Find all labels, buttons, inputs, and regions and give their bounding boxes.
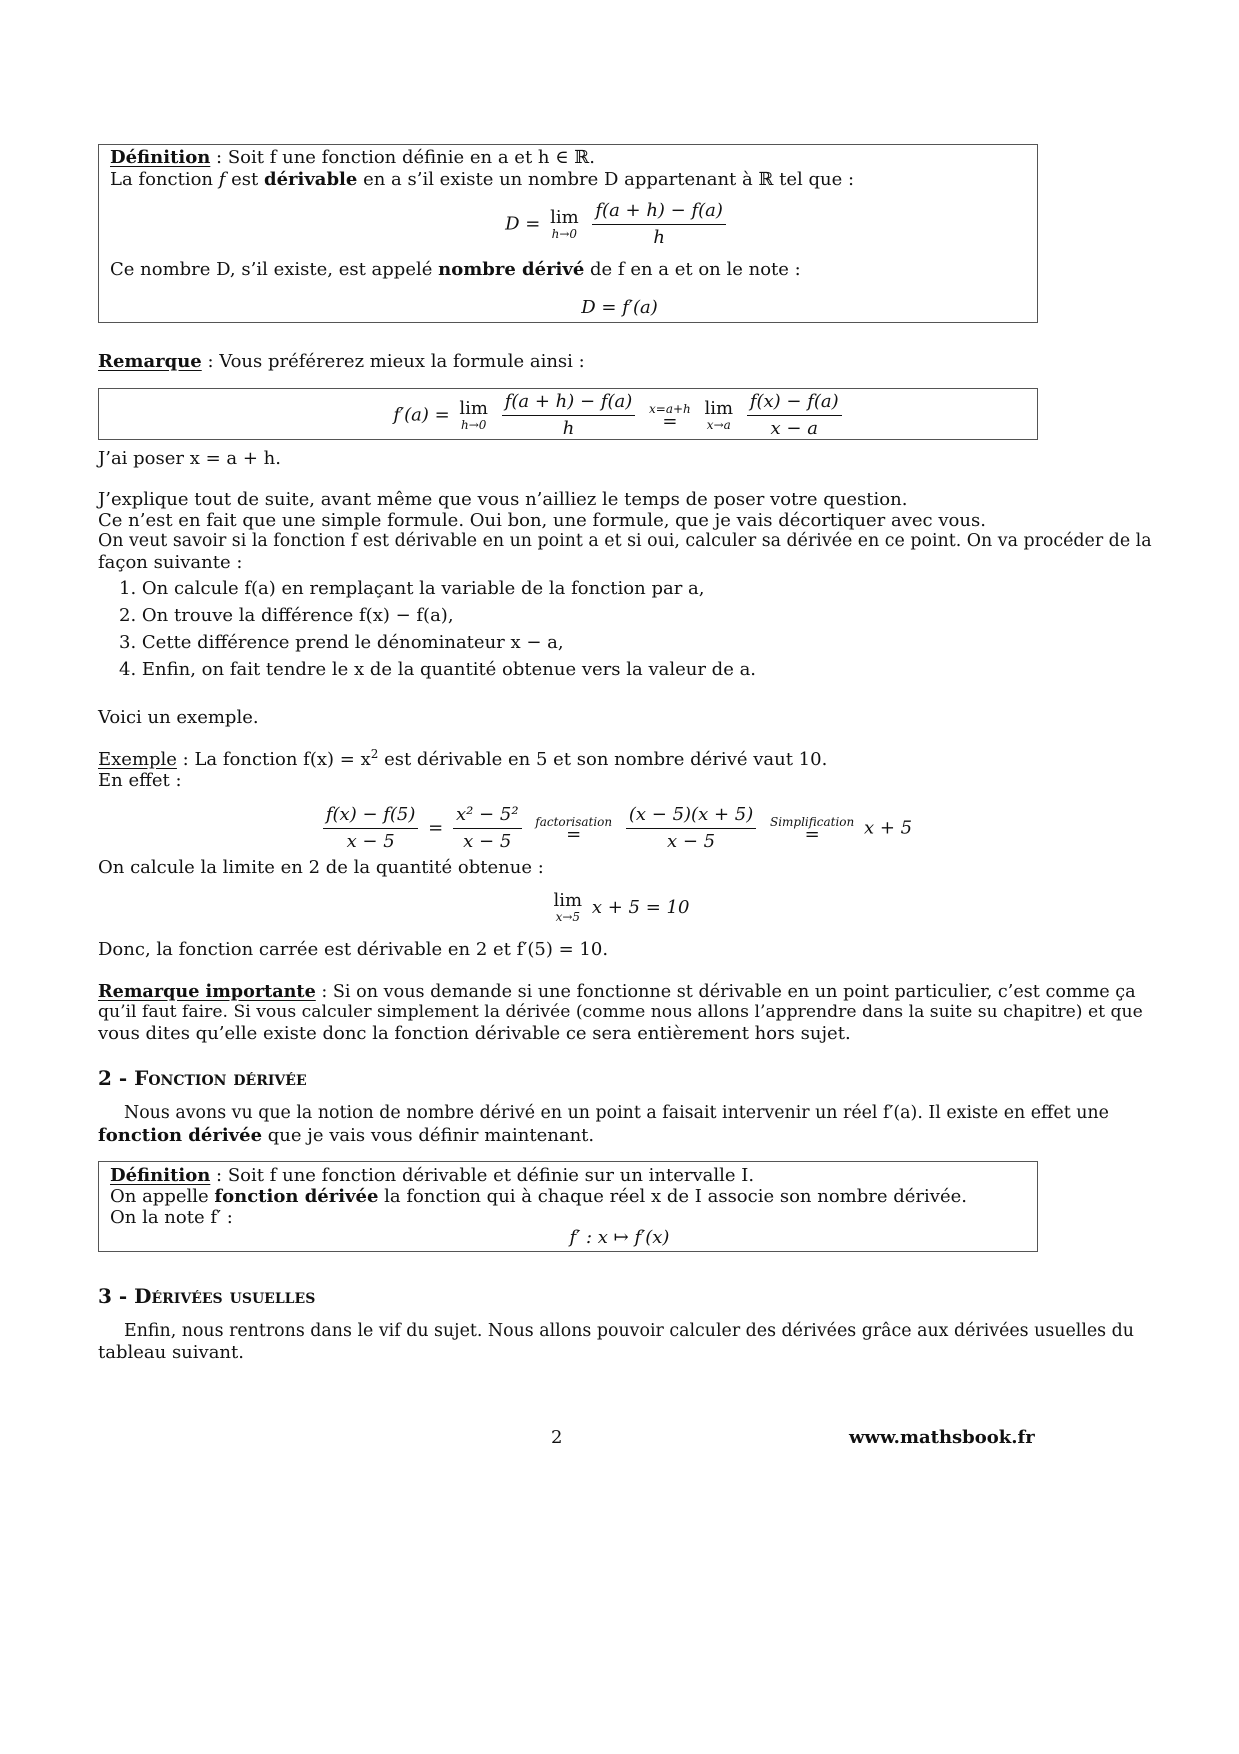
calc-limit-text: On calcule la limite en 2 de la quantité obtenue : xyxy=(98,857,544,878)
definition-label: Définition xyxy=(110,147,211,168)
list-item: 3. Cette différence prend le dénominateur x − a, xyxy=(119,632,564,653)
example-calculation: $\frac{f(x) - f(5)}{x - 5}$ = $\frac{\text{x² − 5²}}{x - 5}$ factorisation = $\frac{(x - 5)(x + 5)}{x - 5}$ Simplification = x + 5 xyxy=(0,804,1235,853)
derivative-notation-formula: D = f′(a) xyxy=(581,297,658,318)
section-2-paragraph-line-1: Nous avons vu que la notion de nombre dérivé en un point a faisait intervenir un réel f′(a). Il existe en effet une xyxy=(124,1103,1109,1123)
remarque-label: Remarque xyxy=(98,351,202,372)
explique-line-3: On veut savoir si la fonction f est dérivable en un point a et si oui, calculer sa dérivée en ce point. On va procéder de la xyxy=(98,531,1152,551)
section-3-heading: 3 - Dérivées usuelles xyxy=(98,1284,316,1308)
section-3-paragraph-line-1: Enfin, nous rentrons dans le vif du sujet. Nous allons pouvoir calculer des dérivées grâce aux dérivées usuelles du xyxy=(124,1321,1134,1341)
section-3-paragraph-line-2: tableau suivant. xyxy=(98,1342,244,1363)
definition-2-line-2: On appelle fonction dérivée la fonction qui à chaque réel x de I associe son nombre dérivée. xyxy=(110,1186,967,1207)
remarque-importante-label: Remarque importante xyxy=(98,981,316,1002)
page-number: 2 xyxy=(551,1427,563,1448)
poser-text: J’ai poser x = a + h. xyxy=(98,448,281,469)
remarque-importante-line-3: vous dites qu’elle existe donc la fonction dérivable ce sera entièrement hors sujet. xyxy=(98,1023,851,1044)
explique-line-2: Ce n’est en fait que une simple formule. Oui bon, une formule, que je vais décortiquer avec vous. xyxy=(98,510,986,531)
definition-line-3: Ce nombre D, s’il existe, est appelé nombre dérivé de f en a et on le note : xyxy=(110,259,801,280)
explique-line-1: J’explique tout de suite, avant même que vous n’ailliez le temps de poser votre question. xyxy=(98,489,908,510)
definition-line-2: La fonction f est dérivable en a s’il existe un nombre D appartenant à ℝ tel que : xyxy=(110,169,855,190)
definition-2-line-1: Définition : Soit f une fonction dérivable et définie sur un intervalle I. xyxy=(110,1165,755,1186)
definition-2-line-3: On la note f′ : xyxy=(110,1207,233,1228)
explique-line-4: façon suivante : xyxy=(98,552,243,573)
list-item: 4. Enfin, on fait tendre le x de la quantité obtenue vers la valeur de a. xyxy=(119,659,757,680)
remarque-importante-line-1: Remarque importante : Si on vous demande si une fonctionne st dérivable en un point particulier, c’est comme ça xyxy=(98,981,1136,1002)
exemple-line: Exemple : La fonction $f(x) = x^2$ est dérivable en 5 et son nombre dérivé vaut 10. xyxy=(98,747,828,770)
section-2-heading: 2 - Fonction dérivée xyxy=(98,1066,307,1090)
remarque-importante-line-2: qu’il faut faire. Si vous calculer simplement la dérivée (comme nous allons l’apprendre dans la suite su chapitre) et que xyxy=(98,1002,1143,1022)
alternate-derivative-formula: f′(a) = lim h→0 $\frac{f(a + h) - f(a)}{h}$ x=a+h = lim x→a $\frac{f(x) - f(a)}{x - a}$ xyxy=(0,391,1239,440)
en-effet-text: En effet : xyxy=(98,770,182,791)
list-item: 2. On trouve la différence f(x) − f(a), xyxy=(119,605,454,626)
remarque-line: Remarque : Vous préférerez mieux la formule ainsi : xyxy=(98,351,585,372)
section-2-paragraph-line-2: fonction dérivée que je vais vous définir maintenant. xyxy=(98,1125,595,1146)
definition-2-label: Définition xyxy=(110,1165,211,1186)
list-item: 1. On calcule f(a) en remplaçant la variable de la fonction par a, xyxy=(119,578,705,599)
footer-website: www.mathsbook.fr xyxy=(849,1427,1035,1448)
definition-line-1: Définition : Soit f une fonction définie en a et h ∈ ℝ. xyxy=(110,147,595,168)
limit-formula: lim x→5 x + 5 = 10 xyxy=(553,890,690,924)
derivative-definition-formula: D = lim h→0 $\frac{f(a + h) - f(a)}{h}$ xyxy=(0,200,1237,249)
derivative-function-formula: f′ : x ↦ f′(x) xyxy=(569,1227,670,1248)
donc-text: Donc, la fonction carrée est dérivable en 2 et f′(5) = 10. xyxy=(98,939,609,960)
voici-text: Voici un exemple. xyxy=(98,707,259,728)
exemple-label: Exemple xyxy=(98,749,177,770)
